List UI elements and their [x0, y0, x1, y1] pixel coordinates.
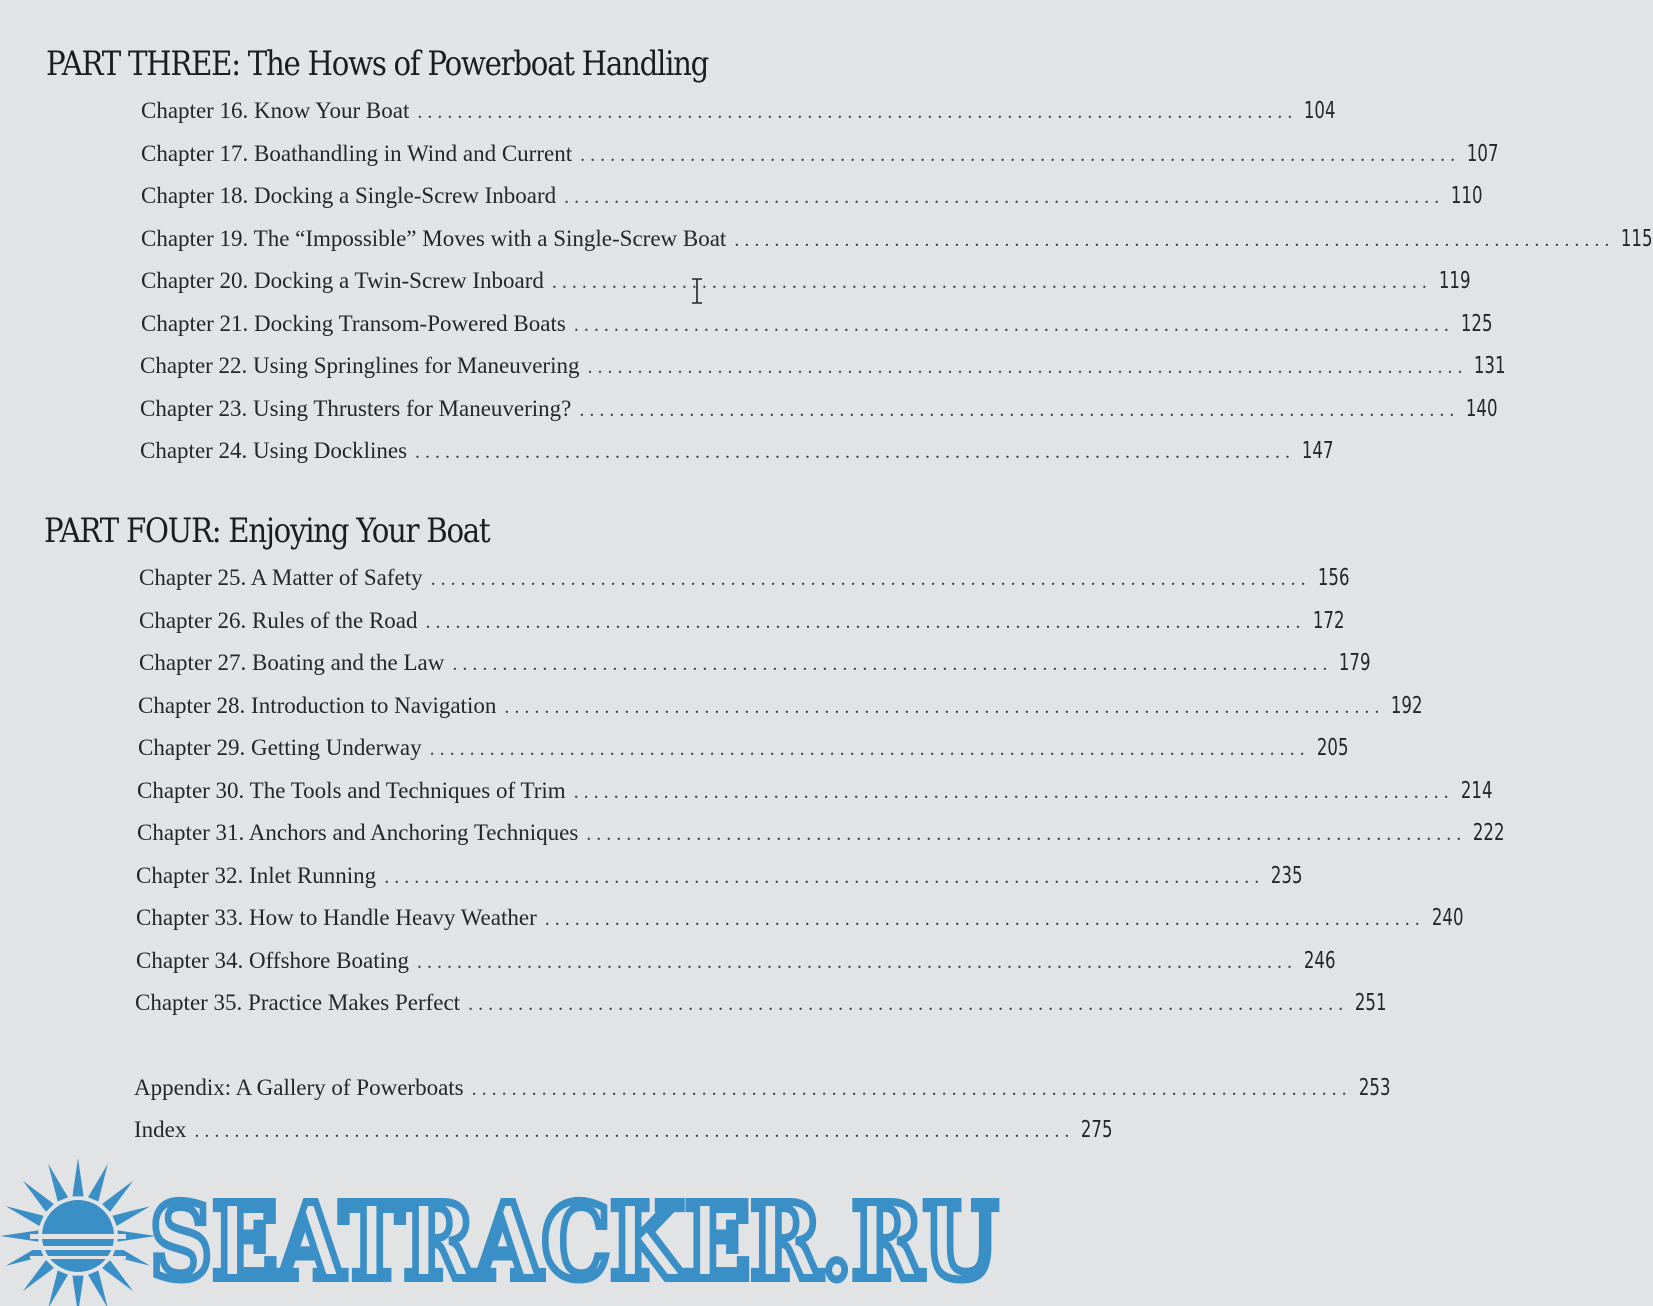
toc-entry-page: 222: [1473, 820, 1505, 846]
sun-ray: [102, 1260, 133, 1291]
dot-leader: [580, 144, 1455, 167]
toc-entry[interactable]: [136, 863, 1303, 893]
text-cursor-icon: [690, 278, 704, 304]
dot-leader: [734, 229, 1609, 252]
toc-entry-title: Chapter 28. Introduction to Navigation: [138, 693, 497, 718]
toc-entry-page: 253: [1358, 1075, 1391, 1101]
toc-entry-title: Chapter 29. Getting Underway: [138, 735, 422, 760]
toc-entry[interactable]: [137, 778, 1493, 808]
toc-entry-page: 214: [1460, 778, 1493, 804]
sun-ray: [48, 1164, 68, 1202]
dot-leader: [574, 314, 1449, 337]
toc-entry-title: Chapter 34. Offshore Boating: [136, 948, 409, 973]
dot-leader: [417, 951, 1292, 974]
toc-entry[interactable]: [139, 608, 1345, 638]
dot-leader: [586, 823, 1461, 846]
dot-leader: [545, 908, 1420, 931]
toc-entry-title: Chapter 22. Using Springlines for Maneuvering: [140, 353, 580, 378]
toc-entry-page: 179: [1339, 650, 1371, 676]
toc-entry-title: Chapter 23. Using Thrusters for Maneuvering?: [140, 396, 572, 421]
toc-entry-page: 192: [1391, 693, 1423, 719]
toc-entry-page: 107: [1467, 141, 1499, 167]
toc-entry-title: Chapter 26. Rules of the Road: [139, 608, 418, 633]
sun-ray: [23, 1260, 54, 1291]
toc-entry[interactable]: [140, 396, 1498, 426]
toc-entry-title: Chapter 35. Practice Makes Perfect: [135, 990, 461, 1015]
toc-entry[interactable]: [141, 183, 1483, 213]
sun-ray: [72, 1158, 83, 1196]
toc-entry-title: Chapter 18. Docking a Single-Screw Inboard: [141, 183, 557, 208]
sun-ray: [48, 1271, 68, 1306]
toc-entry[interactable]: [135, 990, 1387, 1020]
toc-entry-page: 240: [1431, 905, 1464, 931]
toc-entry-title: Chapter 32. Inlet Running: [136, 863, 377, 888]
toc-entry-page: 119: [1438, 268, 1471, 294]
toc-entry-appendix[interactable]: [134, 1075, 1391, 1105]
dot-leader: [579, 399, 1454, 422]
toc-entry-page: 110: [1451, 183, 1483, 209]
part-three-heading: PART THREE: The Hows of Powerboat Handling: [46, 44, 709, 84]
part-four-heading: PART FOUR: Enjoying Your Boat: [44, 511, 490, 551]
toc-entry-title: Chapter 30. The Tools and Techniques of Trim: [137, 778, 566, 803]
sun-icon: [0, 1158, 156, 1306]
toc-entry[interactable]: [141, 311, 1493, 341]
toc-entry-title: Appendix: A Gallery of Powerboats: [134, 1075, 464, 1100]
toc-entry-title: Chapter 33. How to Handle Heavy Weather: [136, 905, 537, 930]
toc-entry[interactable]: [141, 226, 1653, 256]
toc-entry-title: Chapter 31. Anchors and Anchoring Techniques: [137, 820, 579, 845]
dot-leader: [431, 568, 1306, 591]
dot-leader: [552, 271, 1427, 294]
dot-leader: [468, 993, 1343, 1016]
toc-entry-title: Chapter 20. Docking a Twin-Screw Inboard: [141, 268, 544, 293]
dot-leader: [194, 1120, 1069, 1143]
toc-entry-page: 131: [1474, 353, 1506, 379]
toc-entry[interactable]: [141, 141, 1499, 171]
dot-leader: [472, 1078, 1347, 1101]
toc-entry-title: Chapter 17. Boathandling in Wind and Current: [141, 141, 573, 166]
toc-entry-page: 172: [1312, 608, 1345, 634]
dot-leader: [430, 738, 1305, 761]
toc-entry[interactable]: [139, 565, 1350, 595]
toc-entry-page: 235: [1271, 863, 1303, 889]
toc-entry-page: 104: [1304, 98, 1336, 124]
toc-entry-page: 140: [1466, 396, 1498, 422]
dot-leader: [426, 611, 1301, 634]
toc-entry[interactable]: [139, 650, 1371, 680]
dot-leader: [415, 441, 1290, 464]
toc-entry[interactable]: [141, 268, 1471, 298]
toc-entry-title: Chapter 21. Docking Transom-Powered Boats: [141, 311, 566, 336]
sun-ray: [113, 1206, 151, 1226]
sun-ray: [72, 1276, 83, 1306]
sun-ray: [23, 1181, 54, 1212]
dot-leader: [574, 781, 1449, 804]
dot-leader: [504, 696, 1379, 719]
dot-leader: [384, 866, 1259, 889]
toc-entry-title: Chapter 27. Boating and the Law: [139, 650, 445, 675]
sun-ray: [88, 1271, 108, 1306]
toc-entry-page: 205: [1316, 735, 1349, 761]
dot-leader: [417, 101, 1292, 124]
toc-entry-title: Chapter 16. Know Your Boat: [141, 98, 410, 123]
toc-entry[interactable]: [140, 438, 1334, 468]
toc-entry[interactable]: [136, 948, 1336, 978]
watermark-text: SEATRACKER.RU: [150, 1180, 998, 1303]
toc-entry-title: Chapter 19. The “Impossible” Moves with a Single-Screw Boat: [141, 226, 727, 251]
toc-entry-page: 246: [1303, 948, 1336, 974]
toc-entry[interactable]: [138, 693, 1423, 723]
toc-entry-page: 156: [1317, 565, 1350, 591]
toc-entry[interactable]: [138, 735, 1349, 765]
watermark-logo: [0, 1150, 1013, 1306]
toc-entry-page: 125: [1460, 311, 1493, 337]
toc-entry[interactable]: [136, 905, 1464, 935]
toc-entry-page: 275: [1081, 1117, 1113, 1143]
sun-ray: [102, 1181, 133, 1212]
sun-ray: [88, 1164, 108, 1202]
toc-entry-page: 115: [1621, 226, 1653, 252]
dot-leader: [564, 186, 1439, 209]
sun-ray: [6, 1206, 44, 1226]
toc-entry-title: Chapter 25. A Matter of Safety: [139, 565, 423, 590]
toc-entry-title: Index: [134, 1117, 187, 1142]
toc-entry-title: Chapter 24. Using Docklines: [140, 438, 408, 463]
dot-leader: [452, 653, 1327, 676]
toc-entry[interactable]: [141, 98, 1336, 128]
toc-entry[interactable]: [140, 353, 1506, 383]
toc-entry-index[interactable]: [134, 1117, 1113, 1147]
toc-entry-page: 147: [1301, 438, 1334, 464]
toc-entry[interactable]: [137, 820, 1505, 850]
dot-leader: [587, 356, 1462, 379]
toc-entry-page: 251: [1354, 990, 1387, 1016]
